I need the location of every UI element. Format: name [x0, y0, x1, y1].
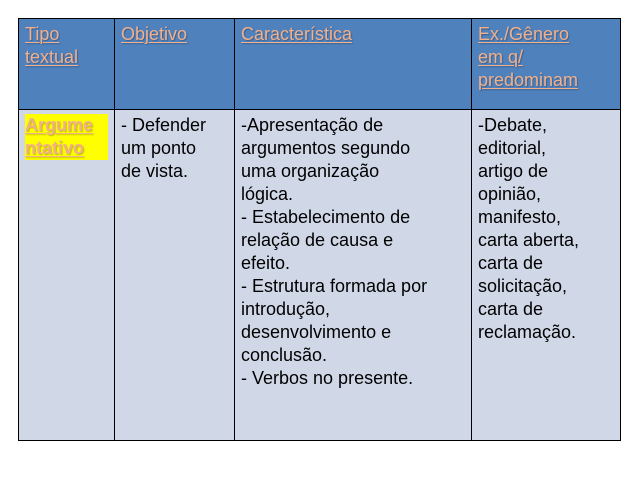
header-tipo-line: textual — [25, 47, 79, 67]
exemplos-line: editorial, — [478, 138, 547, 158]
table-header-row — [19, 19, 621, 110]
caracteristica-line: relação de causa e — [241, 230, 394, 250]
header-exemplos-line: predominam — [478, 70, 579, 90]
table-row — [19, 110, 621, 441]
objetivo-line: de vista. — [121, 161, 189, 181]
header-cell-tipo — [19, 19, 115, 110]
header-cell-exemplos — [472, 19, 621, 110]
header-exemplos-line: em q/ — [478, 47, 524, 67]
objetivo-line: um ponto — [121, 138, 197, 158]
header-exemplos-line: Ex./Gênero — [478, 24, 570, 44]
exemplos-line: solicitação, — [478, 276, 568, 296]
text-types-table — [18, 18, 621, 441]
caracteristica-line: - Estrutura formada por — [241, 276, 428, 296]
cell-objetivo — [115, 110, 235, 441]
cell-caracteristica — [235, 110, 472, 441]
exemplos-line: carta de — [478, 299, 544, 319]
caracteristica-line: introdução, — [241, 299, 331, 319]
tipo-value-line: Argume — [25, 114, 108, 137]
caracteristica-line: efeito. — [241, 253, 291, 273]
header-caracteristica-line: Característica — [241, 24, 353, 44]
exemplos-line: artigo de — [478, 161, 549, 181]
exemplos-line: manifesto, — [478, 207, 562, 227]
exemplos-line: -Debate, — [478, 115, 548, 135]
cell-tipo — [19, 110, 115, 441]
exemplos-line: carta aberta, — [478, 230, 580, 250]
caracteristica-line: desenvolvimento e — [241, 322, 392, 342]
exemplos-line: opinião, — [478, 184, 542, 204]
exemplos-line: reclamação. — [478, 322, 577, 342]
caracteristica-line: argumentos segundo — [241, 138, 411, 158]
header-cell-objetivo — [115, 19, 235, 110]
objetivo-line: - Defender — [121, 115, 207, 135]
caracteristica-line: uma organização — [241, 161, 380, 181]
caracteristica-line: conclusão. — [241, 345, 328, 365]
tipo-value-line: ntativo — [25, 137, 108, 160]
caracteristica-line: - Estabelecimento de — [241, 207, 411, 227]
caracteristica-line: -Apresentação de — [241, 115, 384, 135]
exemplos-line: carta de — [478, 253, 544, 273]
caracteristica-line: lógica. — [241, 184, 294, 204]
caracteristica-line: - Verbos no presente. — [241, 368, 414, 388]
header-cell-caracteristica — [235, 19, 472, 110]
cell-exemplos — [472, 110, 621, 441]
header-tipo-line: Tipo — [25, 24, 60, 44]
header-objetivo-line: Objetivo — [121, 24, 188, 44]
